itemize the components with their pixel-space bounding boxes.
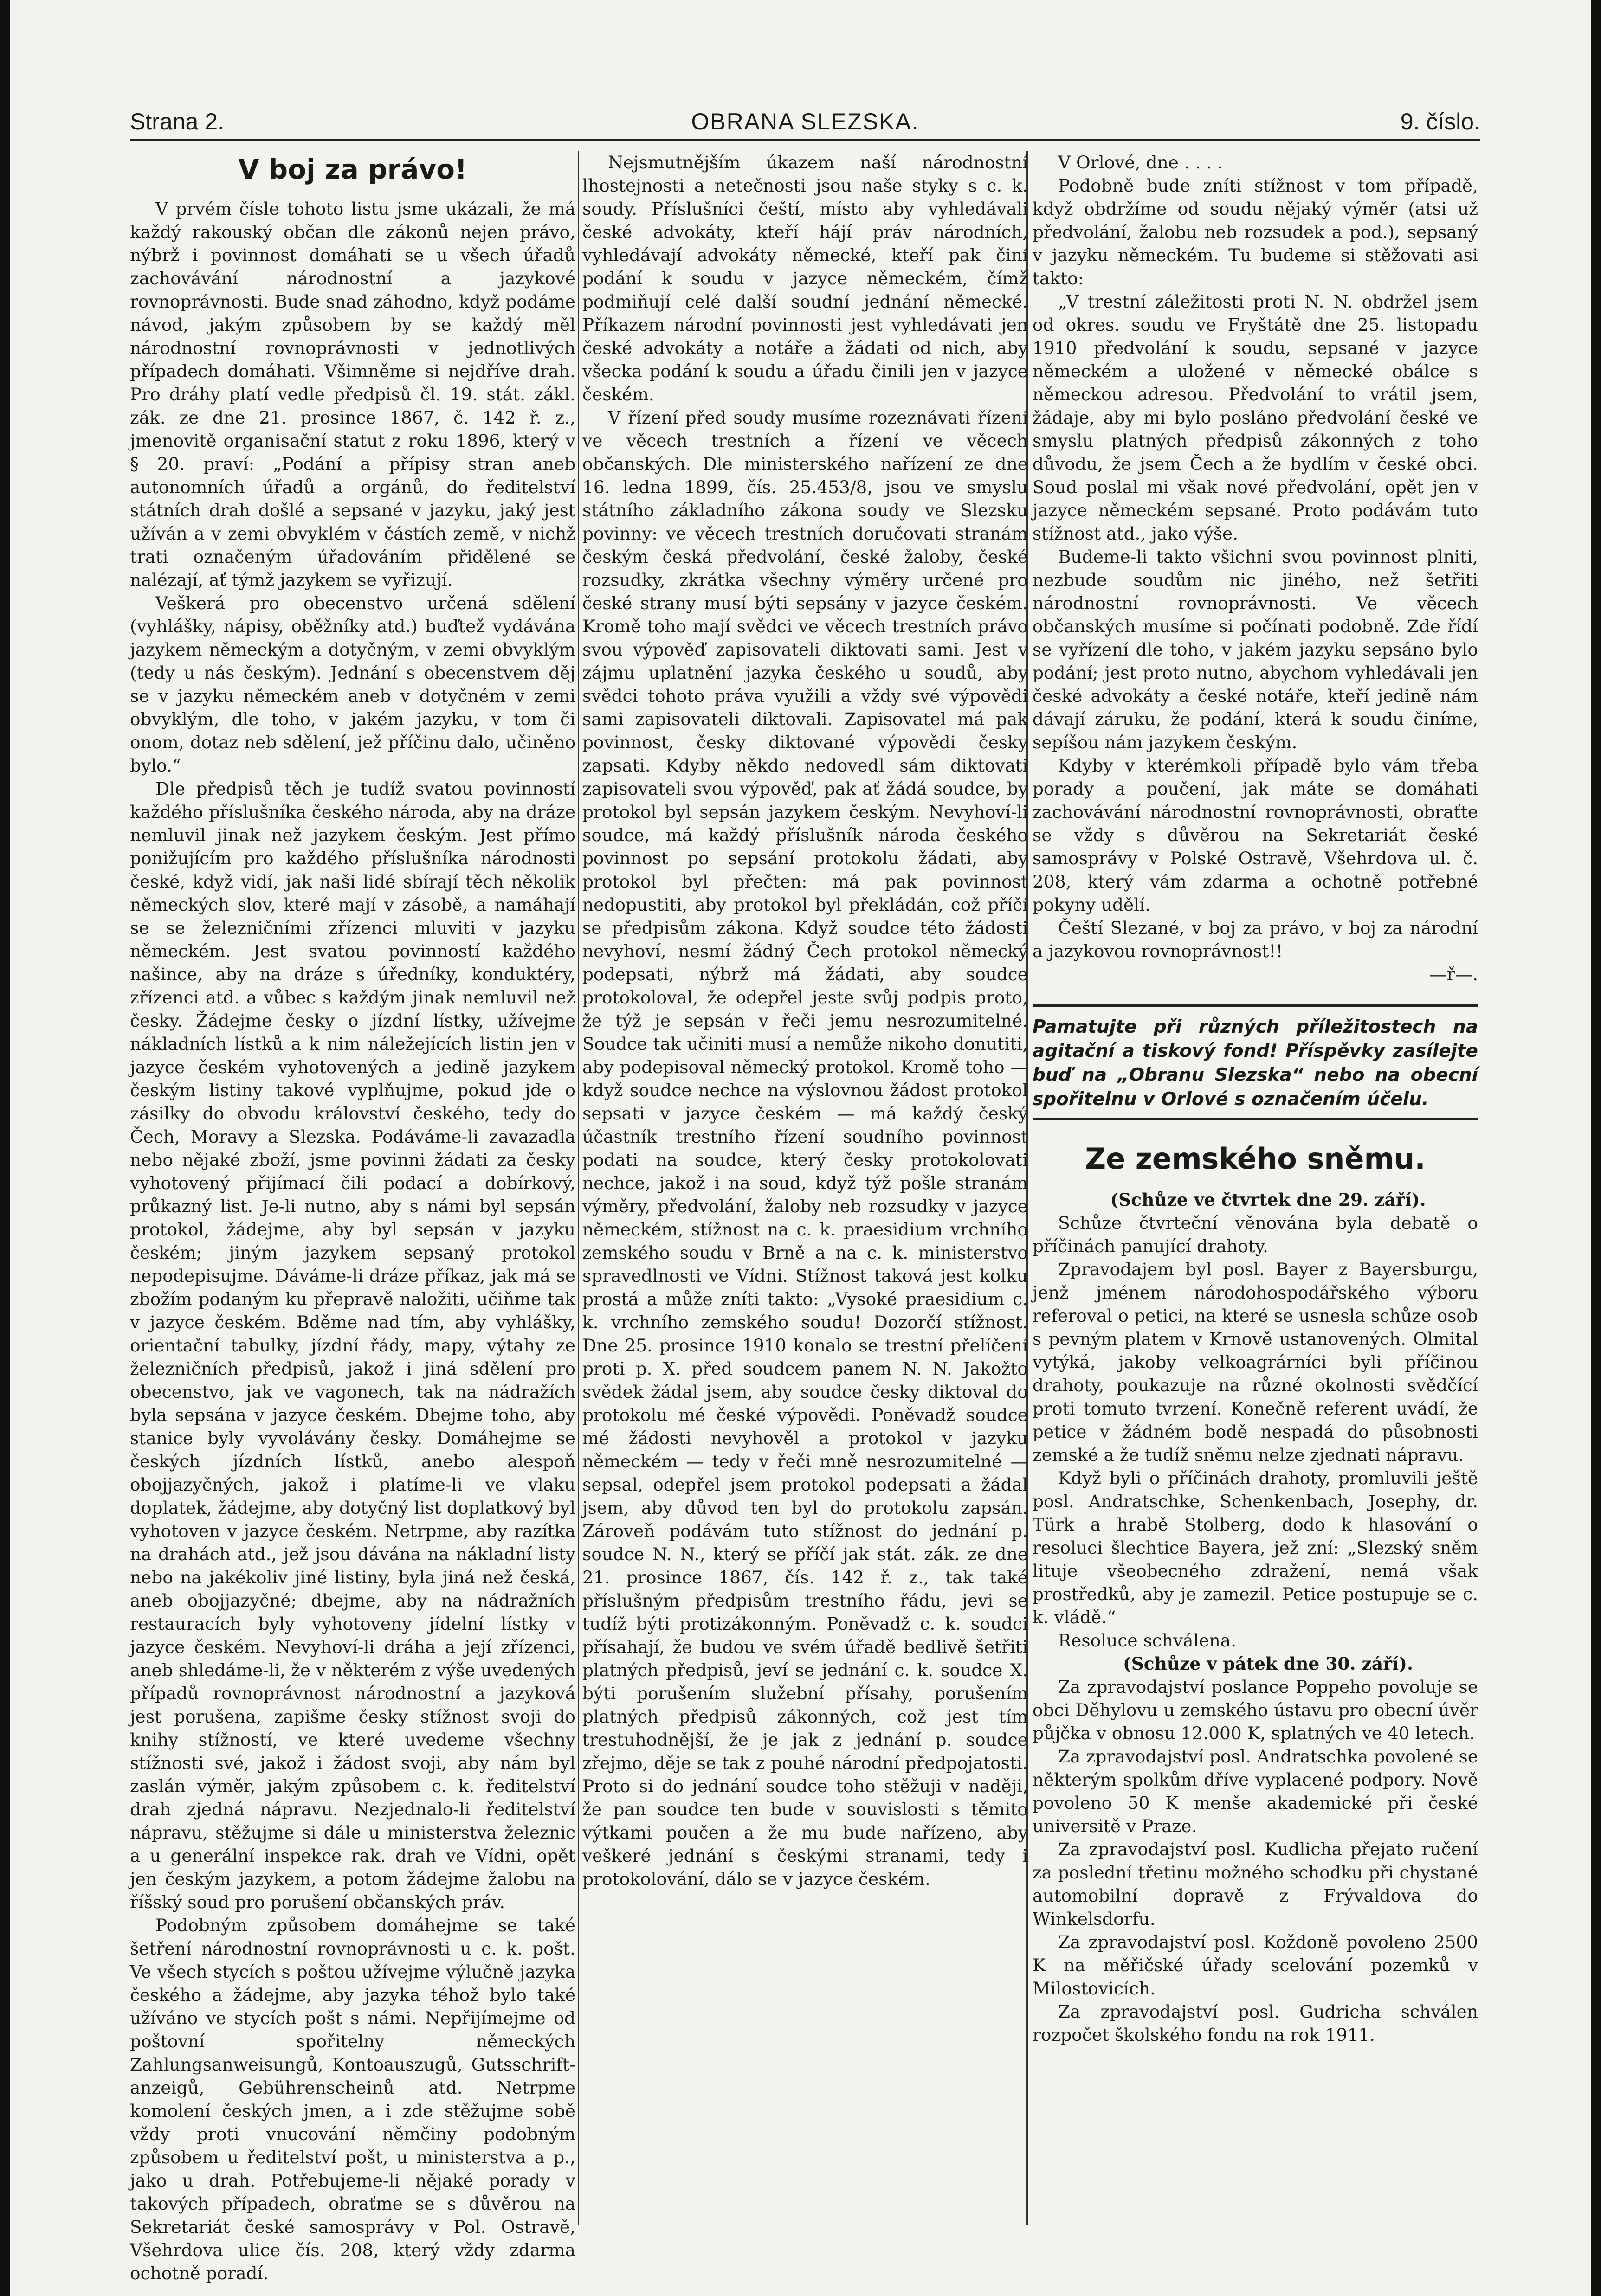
session-heading: (Schůze ve čtvrtek dne 29. září). xyxy=(1110,1190,1426,1210)
article-paragraph: Za zpravodajství posl. Gudricha schválen rozpočet školského fondu na rok 1911. xyxy=(1033,2001,1478,2045)
article-paragraph: Zpravodajem byl posl. Bayer z Bayersburgu, jenž jménem národohospodářského výboru referoval o petici, na které se usnesla schůze osob s pevným platem v Krnově ustanovených. Olmital vytýká, jakoby velkoagrárníci byli příčinou drahoty, poukazuje na různé okolnosti svědčící proti tomuto tvrzení. Konečně referent uvádí, že petice v žádném bodě nespadá do působnosti zemské a že tudíž sněmu nelze zjednati nápravu. xyxy=(1033,1259,1478,1465)
column-rule xyxy=(578,151,579,2225)
dateline: V Orlové, dne . . . . xyxy=(1058,152,1223,173)
column-2 xyxy=(582,151,1028,2225)
page-number: Strana 2. xyxy=(130,109,224,135)
scan-border-left xyxy=(0,0,10,2296)
scan-border-right xyxy=(1591,0,1601,2296)
article-title: Ze zemského sněmu. xyxy=(1085,1142,1426,1176)
article-paragraph: Nejsmutnějším úkazem naší národnostní lhostejnosti a netečnosti jsou naše styky s c. k. soudy. Příslušníci čeští, místo aby vyhledávali české advokáty, kteří hájí práv národních, vyhledávají advokáty německé, kteří pak činí podání k soudu v jazyce německém, čímž podmiňují celé další soudní jednání německé. Příkazem národní povinnosti jest vyhledávati jen české advokáty a notáře a žádati od nich, aby všecka podání k soudu a úřadu činili jen v jazyce českém. xyxy=(582,152,1028,405)
article-closing: Čeští Slezané, v boj za právo, v boj za národní a jazykovou rovnoprávnost!! xyxy=(1033,918,1478,961)
column-1 xyxy=(130,151,575,2283)
article-title: V boj za právo! xyxy=(238,154,467,185)
article-paragraph: Dle předpisů těch je tudíž svatou povinností každého příslušníka českého národa, aby na dráze nemluvil jinak než jazykem českým. Jest přímo ponižujícím pro každého příslušníka národnosti české, když vidí, jak naši lidé sbírají těch několik německých slov, které mají v zásobě, a namáhají se se železničními zřízenci mluviti v jazyku německém. Jest svatou povinností každého našince, aby na dráze s úředníky, konduktéry, zřízenci atd. a vůbec s každým jinak nemluvil než česky. Žádejme česky o jízdní lístky, užívejme nákladních lístků a k nim náležejících listin jen v jazyce českém vyhotovených a jedině jazykem českým listiny takové vyplňujme, pokud jde o zásilky do obvodu království českého, tedy do Čech, Moravy a Slezska. Podáváme-li zavazadla nebo nějaké zboží, jsme povinni žádati za česky vyhotovený přijímací čili podací a dobírkový, průkazný list. Je-li nutno, aby s námi byl sepsán protokol, žádejme, aby byl sepsán v jazyku českém; jiným jazykem sepsaný protokol nepodepisujme. Dáváme-li dráze příkaz, jak má se zbožím podaným ku přepravě naložiti, učiňme tak v jazyce českém. Bděme nad tím, aby vyhlášky, orientační tabulky, jízdní řády, mapy, výtahy ze železničních předpisů, jakož i jiná sdělení pro obecenstvo, jak ve vagonech, tak na nádražích byla sepsána v jazyce českém. Dbejme toho, aby stanice byly vyvolávány česky. Domáhejme se českých jízdních lístků, anebo alespoň obojjazyčných, jakož i platíme-li ve vlaku doplatek, žádejme, aby dotyčný list doplatkový byl vyhotoven v jazyce českém. Netrpme, aby razítka na drahách atd., jež jsou dávána na nákladní listy nebo na jakékoliv jiné listiny, byla jiná než česká, aneb obojjazyčné; dbejme, aby na nádražních restauracích byly vyhotoveny jídelní lístky v jazyce českém. Nevyhoví-li dráha a její zřízenci, aneb shledáme-li, že v některém z výše uvedených případů rovnoprávnost národnostní a jazyková jest porušena, zapišme česky stížnost svoji do knihy stížností, ve které uvedeme všechny stížnosti své, jakož i žádost svoji, aby nám byl zaslán výměr, jakým způsobem c. k. ředitelství drah zjedná nápravu. Nezjednalo-li ředitelství nápravu, stěžujme si dále u ministerstva železnic a u generální inspekce rak. drah ve Vídni, opět jen českým jazykem, a potom žádejme žalobu na říšský soud pro porušení občanských práv. xyxy=(130,778,575,1912)
fund-notice: Pamatujte při různých příležitostech na agitační a tiskový fond! Příspěvky zasílejte buď na „Obranu Slezska“ nebo na obecní spořitelnu v Orlové s označením účelu. xyxy=(1033,1004,1478,1120)
page-header xyxy=(130,104,1480,141)
article-paragraph: Resoluce schválena. xyxy=(1058,1630,1237,1651)
article-paragraph: Podobným způsobem domáhejme se také šetření národnostní rovnoprávnosti u c. k. pošt. Ve všech stycích s poštou užívejme výlučně jazyka českého a žádejme, aby jazyka téhož bylo také užíváno ve stycích pošt s námi. Nepřijímejme od poštovní spořitelny německých Zahlungsanweisungů, Kontoauszugů, Gutsschrift-anzeigů, Gebührenscheinů atd. Netrpme komolení českých jmen, a i zde stěžujme sobě vždy proti vnucování němčiny podobným způsobem u ředitelství pošt, u ministerstva a p., jako u drah. Potřebujeme-li nějaké porady v takových případech, obraťme se s důvěrou na Sekretariát české samosprávy v Pol. Ostravě, Všehrdova ulice čís. 208, který vždy zdarma ochotně poradí. xyxy=(130,1915,575,2283)
article-paragraph: Veškerá pro obecenstvo určená sdělení (vyhlášky, nápisy, oběžníky atd.) buďtež vydávána jazykem německým a dotyčným, v zemi obvyklým (tedy u nás českým). Jednání s obecenstvem děj se v jazyku německém aneb v dotyčném v zemi obvyklým, dle toho, v jakém jazyku, v tom či onom, dotaz neb sdělení, jež příčinu dalo, učiněno bylo.“ xyxy=(130,593,575,776)
issue-number: 9. číslo. xyxy=(1400,109,1480,135)
article-paragraph: V prvém čísle tohoto listu jsme ukázali, že má každý rakouský občan dle zákonů nejen právo, nýbrž i povinnost domáhati se u všech úřadů zachovávání národnostní a jazykové rovnoprávnosti. Bude snad záhodno, když podáme návod, jakým způsobem by se každý měl národnostní rovnoprávnosti v jednotlivých případech domáhati. Všimněme si nejdříve drah. Pro dráhy platí vedle předpisů čl. 19. stát. zákl. zák. ze dne 21. prosince 1867, č. 142 ř. z., jmenovitě organisační statut z roku 1896, který v § 20. praví: „Podání a přípisy stran aneb autonomních úřadů a orgánů, do ředitelství státních drah došlé a sepsané v jazyku, jaký jest užíván a v zemi obvyklém v částích země, v nichž trati označeným úřadováním přidělené se nalézají, ať týmž jazykem se vyřizují. xyxy=(130,199,575,590)
article-paragraph: Schůze čtvrteční věnována byla debatě o příčinách panující drahoty. xyxy=(1033,1213,1478,1256)
article-paragraph: Za zpravodajství poslance Poppeho povoluje se obci Děhylovu u zemského ústavu pro obecní úvěr půjčka v obnosu 12.000 K, splatných ve 40 letech. xyxy=(1033,1677,1478,1743)
article-paragraph: Za zpravodajství posl. Andratschka povolené se některým spolkům dříve vyplacené podpory. Nově povoleno 50 K menše akademické při české universitě v Praze. xyxy=(1033,1746,1478,1836)
article-paragraph: Kdyby v kterémkoli případě bylo vám třeba porady a poučení, jak máte se domáhati zachovávání národnostní rovnoprávnosti, obraťte se vždy s důvěrou na Sekretariát české samosprávy v Polské Ostravě, Všehrdova ul. č. 208, který vám zdarma a ochotně potřebné pokyny udělí. xyxy=(1033,755,1478,915)
article-paragraph: „V trestní záležitosti proti N. N. obdržel jsem od okres. soudu ve Fryštátě dne 25. listopadu 1910 předvolání k soudu, sepsané v jazyce německém a uložené v německé obálce s německou adresou. Předvolání to vrátil jsem, žádaje, aby mi bylo posláno předvolání české ve smyslu platných předpisů zákonných z toho důvodu, že jsem Čech a že bydlím v české obci. Soud poslal mi však nové předvolání, opět jen v jazyce německém sepsané. Proto podávám tuto stížnost atd., jako výše. xyxy=(1033,291,1478,544)
author-signature: —ř—. xyxy=(1429,964,1478,984)
article-paragraph: Když byli o příčinách drahoty, promluvili ještě posl. Andratschke, Schenkenbach, Josephy, dr. Türk a hrabě Stolberg, dodo k hlasování o resoluci šlechtice Bayera, jež zní: „Slezský sněm lituje všeobecného zdražení, nemá však prostředků, aby je zamezil. Petice postupuje se c. k. vládě.“ xyxy=(1033,1468,1478,1627)
article-paragraph: V řízení před soudy musíme rozeznávati řízení ve věcech trestních a řízení ve věcech občanských. Dle ministerského nařízení ze dne 16. ledna 1899, čís. 25.453/8, jsou ve smyslu státního základního zákona soudy ve Slezsku povinny: ve věcech trestních doručovati stranám českým česká předvolání, české žaloby, české rozsudky, zkrátka všechny výměry určené pro české strany musí býti sepsány v jazyce českém. Kromě toho mají svědci ve věcech trestních právo svou výpověď zapisovateli diktovati sami. Jest v zájmu uplatnění jazyka českého u soudů, aby svědci tohoto práva využili a vždy své výpovědi sami zapisovateli diktovali. Zapisovatel má pak povinnost, česky diktované výpovědi česky zapsati. Kdyby někdo nedovedl sám diktovati zapisovateli svou výpověď, pak ať žádá soudce, by protokol byl sepsán jazykem českým. Nevyhoví-li soudce, má každý příslušník národa českého povinnost po sepsání protokolu žádati, aby protokol byl přečten: má pak povinnost nedopustiti, aby protokol byl překládán, což příčí se předpisům zákona. Když soudce této žádosti nevyhoví, nesmí žádný Čech protokol německý podepsati, nýbrž má žádati, aby soudce protokoloval, že odepřel jeste svůj podpis proto, že týž je sepsán v řeči jemu nesrozumitelné. Soudce tak učiniti musí a nemůže nikoho donutiti, aby podepisoval německý protokol. Kromě toho — když soudce nechce na výslovnou žádost protokol sepsati v jazyce českém — má každý český účastník trestního řízení soudního povinnost podati na soudce, který česky protokolovati nechce, jakož i na soud, když týž pošle stranám výměry, předvolání, žaloby neb rozsudky v jazyce německém, stížnost na c. k. praesidium vrchního zemského soudu v Brně a na c. k. ministerstvo spravedlnosti ve Vídni. Stížnost taková jest kolku prostá a může zníti takto: „Vysoké praesidium c. k. vrchního zemského soudu! Dozorčí stížnost. Dne 25. prosince 1910 konalo se trestní přelíčení proti p. X. před soudcem panem N. N. Jakožto svědek žádal jsem, aby soudce česky diktoval do protokolu mé české výpovědi. Poněvadž soudce mé žádosti nevyhověl a protokol v jazyku německém — tedy v řeči mně nesrozumitelné — sepsal, odepřel jsem protokol podepsati a žádal jsem, aby důvod ten byl do protokolu zapsán. Zároveň podávám tuto stížnost do jednání p. soudce N. N., který se příčí jak stát. zák. ze dne 21. prosince 1867, čís. 142 ř. z., tak také příslušným předpisům trestního řádu, jevi se tudíž býti protizákonným. Poněvadž c. k. soudci přísahají, že budou ve svém úřadě bedlivě šetřiti platných předpisů, jeví se jednání c. k. soudce X. býti porušením služební přísahy, porušením platných předpisů zákonných, což jest tím trestuhodnější, že je jak z jednání p. soudce zřejmo, děje se tak z pouhé národní předpojatosti. Proto si do jednání soudce toho stěžuji v naději, že pan soudce ten bude v souvislosti s těmito výtkami poučen a že mu bude nařízeno, aby veškeré jednání s českými stranami, tedy i protokolování, dálo se v jazyce českém. xyxy=(582,407,1028,1889)
column-3 xyxy=(1033,151,1478,2225)
article-paragraph: Budeme-li takto všichni svou povinnost plniti, nezbude soudům nic jiného, než šetřiti národnostní rovnoprávnosti. Ve věcech občanských musíme si počínati podobně. Zde řídí se vyřízení dle toho, v jakém jazyku sepsáno bylo podání; jest proto nutno, abychom vyhledávali jen české advokáty a české notáře, kteří jedině nám dávají záruku, že podání, která k soudu činíme, sepíšou nám jazykem českým. xyxy=(1033,547,1478,752)
article-paragraph: Za zpravodajství posl. Kudlicha přejato ručení za poslední třetinu možného schodku při chystané automobilní dopravě z Frývaldova do Winkelsdorfu. xyxy=(1033,1839,1478,1929)
article-paragraph: Podobně bude zníti stížnost v tom případě, když obdržíme od soudu nějaký výměr (atsi už předvolání, žalobu neb rozsudek a pod.), sepsaný v jazyku německém. Tu budeme si stěžovati asi takto: xyxy=(1033,175,1478,289)
newspaper-title: OBRANA SLEZSKA. xyxy=(691,109,919,135)
article-paragraph: Za zpravodajství posl. Koždoně povoleno 2500 K na měřičské úřady scelování pozemků v Milostovicích. xyxy=(1033,1932,1478,1999)
session-heading: (Schůze v pátek dne 30. září). xyxy=(1123,1653,1414,1674)
